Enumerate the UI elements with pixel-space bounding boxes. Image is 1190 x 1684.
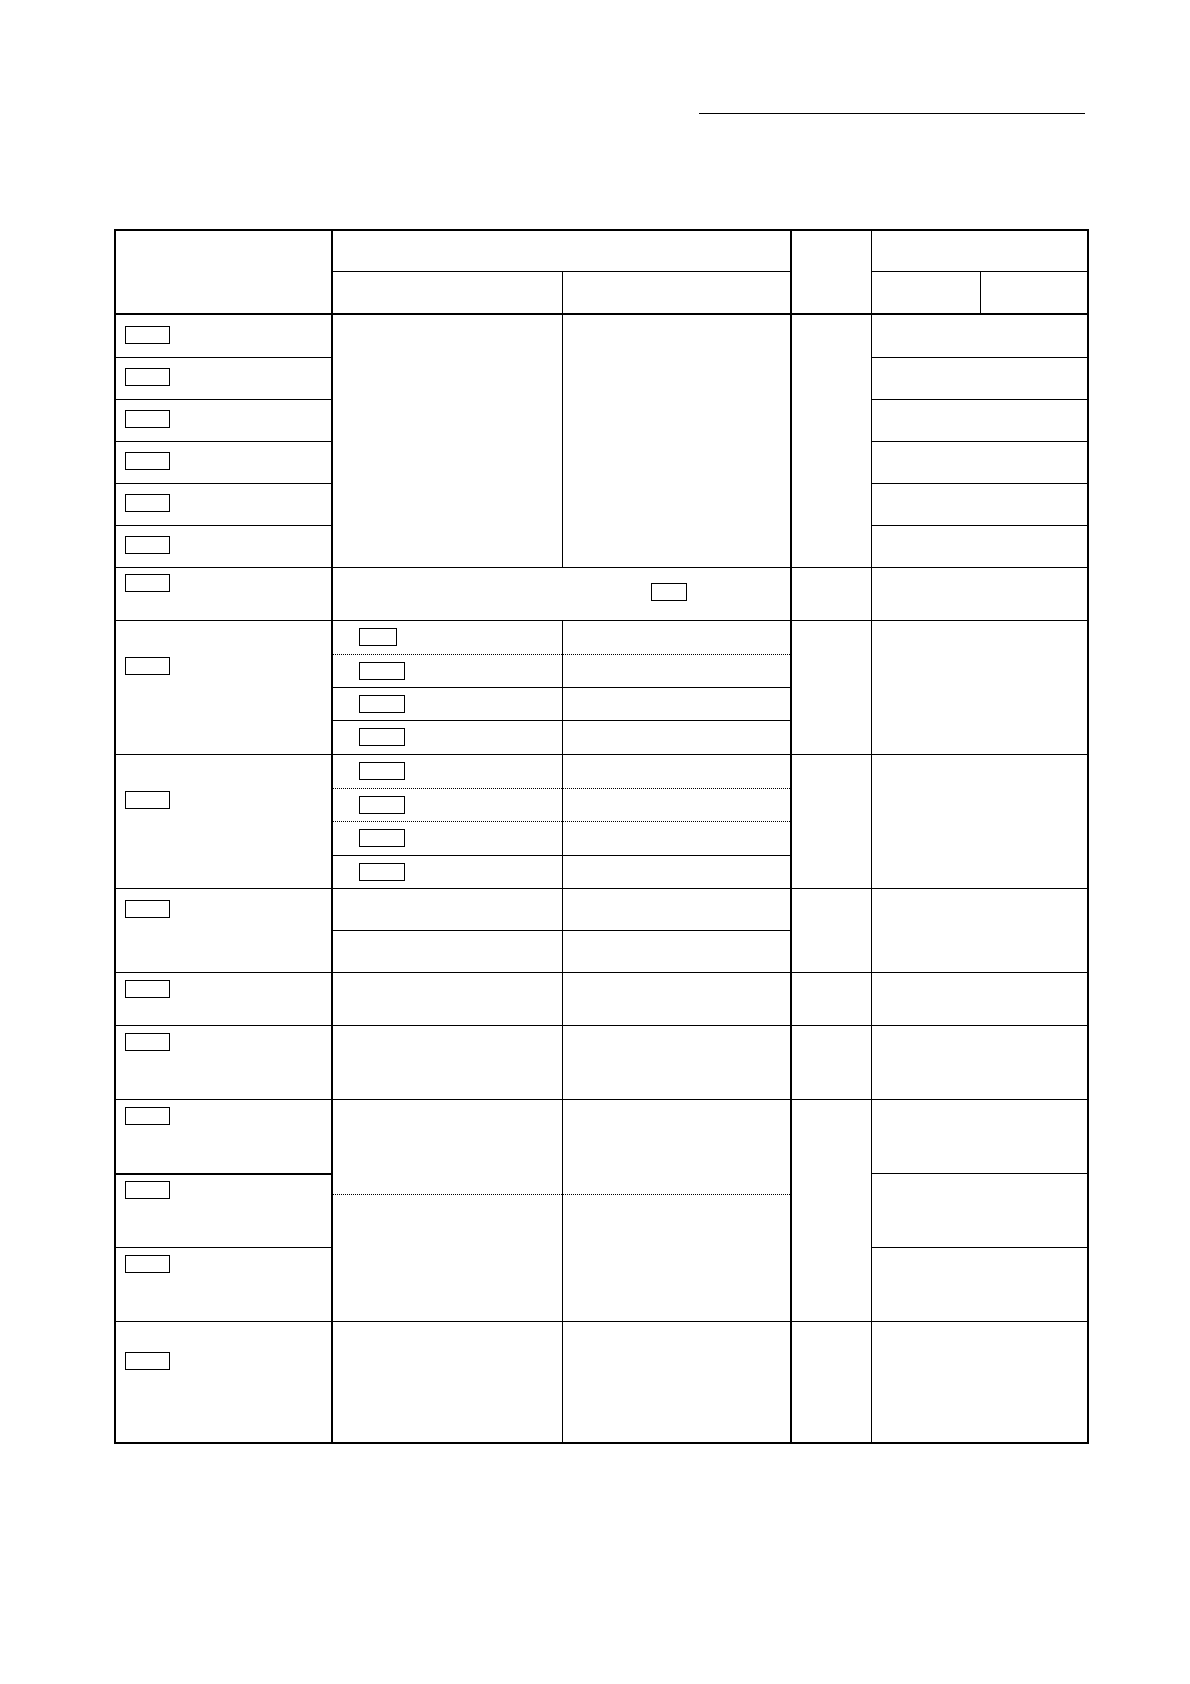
row-line <box>331 720 790 721</box>
row-line <box>114 1321 1089 1322</box>
item-box <box>125 452 170 470</box>
item-box <box>125 536 170 554</box>
header-rule <box>699 113 1085 114</box>
sub-item-box <box>359 863 405 881</box>
col-divider-2a <box>562 271 563 567</box>
item-box <box>125 1107 170 1125</box>
row-line <box>331 821 790 822</box>
sub-item-box <box>359 662 405 680</box>
row-line <box>114 1099 1089 1100</box>
row-line <box>331 930 790 931</box>
row-line <box>114 1025 1089 1026</box>
row-line <box>871 357 1089 358</box>
inline-box <box>651 583 687 601</box>
item-box <box>125 1033 170 1051</box>
item-box <box>125 494 170 512</box>
item-box <box>125 1181 170 1199</box>
row-line <box>871 483 1089 484</box>
row-line <box>114 441 331 442</box>
row-line <box>331 788 790 789</box>
row-line <box>114 972 1089 973</box>
sub-item-box <box>359 762 405 780</box>
data-table <box>114 229 1089 1444</box>
row-line <box>114 1247 331 1248</box>
row-line <box>331 855 790 856</box>
row-line <box>871 441 1089 442</box>
row-line <box>871 1173 1089 1174</box>
header-sub-divider <box>980 271 981 314</box>
row-line <box>114 483 331 484</box>
row-line <box>331 1194 790 1195</box>
item-box <box>125 1352 170 1370</box>
header-subline-left <box>331 271 790 272</box>
sub-item-box <box>359 728 405 746</box>
item-box <box>125 368 170 386</box>
item-box <box>125 657 170 675</box>
row-line <box>871 399 1089 400</box>
row-line <box>331 654 790 655</box>
row-line <box>114 399 331 400</box>
item-box <box>125 574 170 592</box>
header-bottom-line <box>114 313 1089 315</box>
col-divider-1 <box>331 229 333 1444</box>
row-line <box>114 525 331 526</box>
item-box <box>125 980 170 998</box>
sub-item-box <box>359 796 405 814</box>
sub-item-box <box>359 628 397 646</box>
col-divider-4 <box>871 229 872 1444</box>
row-line <box>114 888 1089 889</box>
col-divider-3 <box>790 229 792 1444</box>
item-box <box>125 410 170 428</box>
row-line <box>114 357 331 358</box>
item-box <box>125 326 170 344</box>
item-box <box>125 791 170 809</box>
row-line <box>114 567 1089 568</box>
sub-item-box <box>359 695 405 713</box>
sub-item-box <box>359 829 405 847</box>
item-box <box>125 900 170 918</box>
row-line <box>871 525 1089 526</box>
row-line <box>871 1247 1089 1248</box>
row-line <box>114 620 1089 621</box>
row-line <box>331 687 790 688</box>
row-line <box>114 1173 331 1175</box>
row-line <box>114 754 1089 755</box>
item-box <box>125 1255 170 1273</box>
